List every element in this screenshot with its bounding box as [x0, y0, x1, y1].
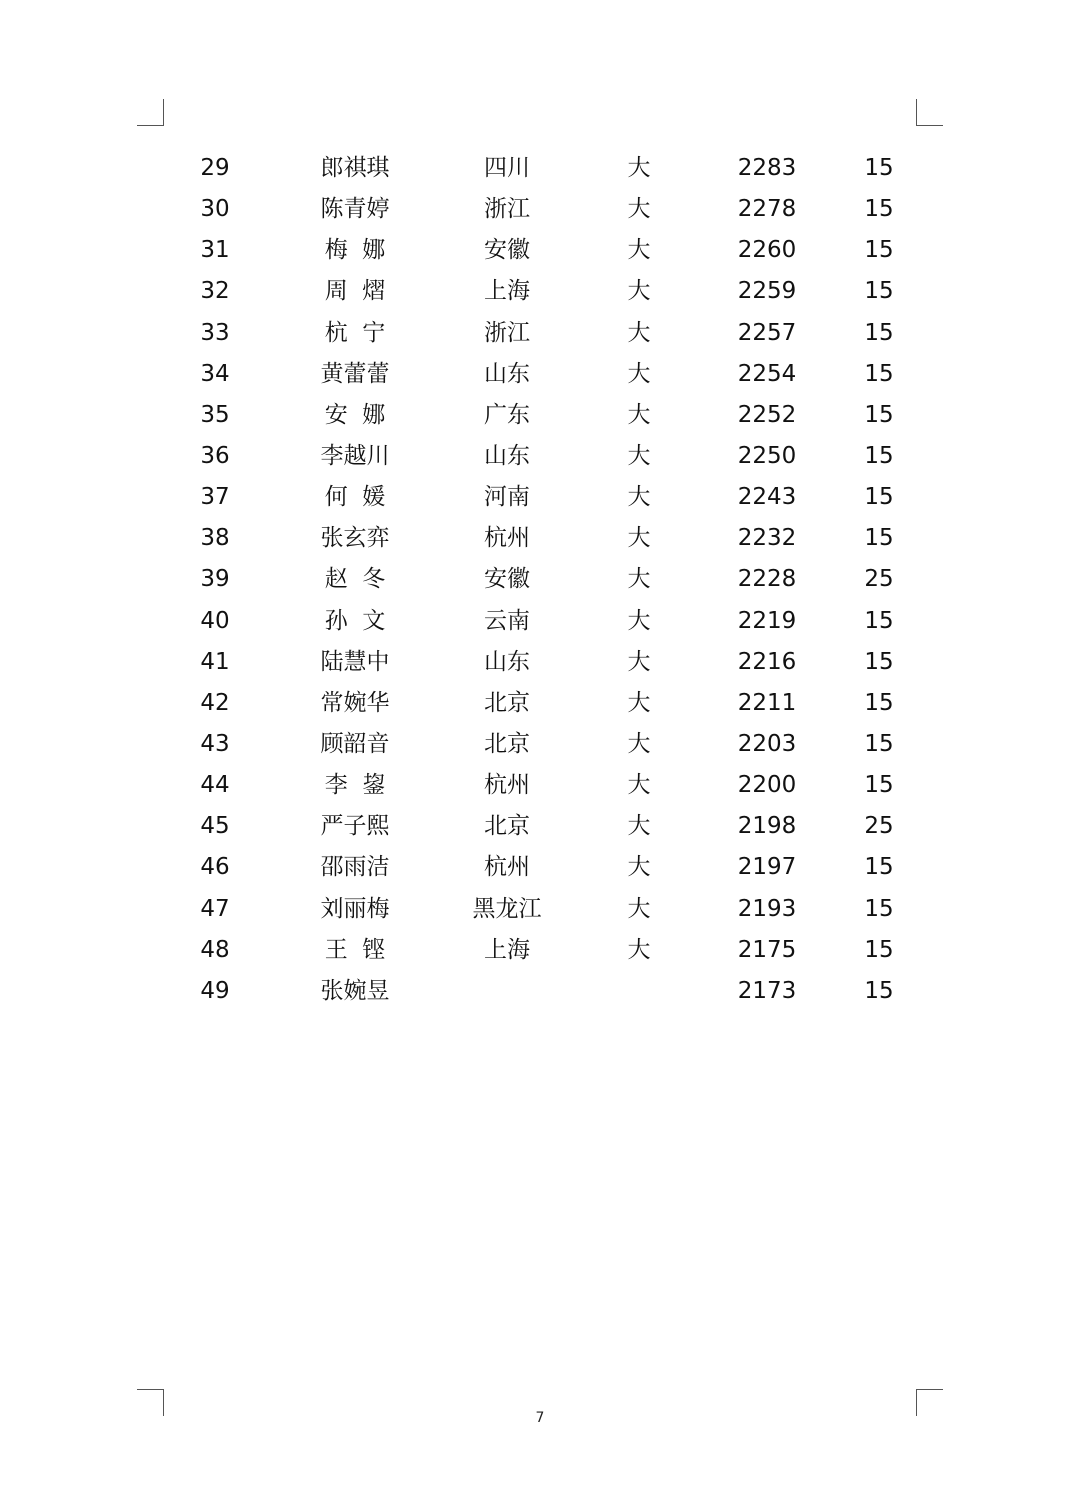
- group-cell: 大: [627, 319, 651, 346]
- name-cell: 李 鋆: [324, 772, 386, 799]
- group-cell: 大: [627, 278, 651, 305]
- group-cell: 大: [627, 936, 651, 963]
- name-cell: 顾韶音: [320, 730, 390, 757]
- rank-cell: 41: [200, 648, 230, 675]
- rating-cell: 2198: [737, 813, 797, 840]
- province-cell: 北京: [484, 689, 530, 716]
- score-cell: 25: [864, 813, 894, 840]
- province-cell: 北京: [484, 730, 530, 757]
- score-cell: 15: [864, 278, 894, 305]
- table-row: [0, 971, 1080, 1012]
- name-cell: 邵雨洁: [320, 854, 390, 881]
- rank-cell: 36: [200, 442, 230, 469]
- rank-cell: 42: [200, 689, 230, 716]
- rank-cell: 38: [200, 525, 230, 552]
- score-cell: 15: [864, 196, 894, 223]
- group-cell: 大: [627, 401, 651, 428]
- table-row: [0, 642, 1080, 683]
- score-cell: 15: [864, 442, 894, 469]
- crop-mark-top-right: [916, 99, 943, 126]
- score-cell: 15: [864, 319, 894, 346]
- score-cell: 15: [864, 772, 894, 799]
- page-number: 7: [535, 1410, 545, 1426]
- name-cell: 孙 文: [324, 607, 386, 634]
- name-cell: 黄蕾蕾: [320, 360, 390, 387]
- score-cell: 15: [864, 607, 894, 634]
- rating-cell: 2250: [737, 442, 797, 469]
- rank-cell: 44: [200, 772, 230, 799]
- table-row: [0, 436, 1080, 477]
- rating-cell: 2257: [737, 319, 797, 346]
- table-row: [0, 313, 1080, 354]
- province-cell: 杭州: [484, 525, 530, 552]
- score-cell: 25: [864, 566, 894, 593]
- name-cell: 张玄弈: [320, 525, 390, 552]
- score-cell: 15: [864, 484, 894, 511]
- table-row: [0, 889, 1080, 930]
- table-row: [0, 683, 1080, 724]
- rank-cell: 48: [200, 936, 230, 963]
- rank-cell: 49: [200, 977, 230, 1004]
- province-cell: 浙江: [484, 196, 530, 223]
- rating-cell: 2243: [737, 484, 797, 511]
- rating-cell: 2283: [737, 155, 797, 181]
- rank-cell: 43: [200, 730, 230, 757]
- rating-cell: 2228: [737, 566, 797, 593]
- group-cell: [609, 971, 669, 1012]
- rating-cell: 2260: [737, 237, 797, 264]
- table-row: [0, 271, 1080, 312]
- score-cell: 15: [864, 936, 894, 963]
- rating-cell: 2193: [737, 895, 797, 922]
- rating-cell: 2197: [737, 854, 797, 881]
- province-cell: 杭州: [484, 854, 530, 881]
- name-cell: 陆慧中: [320, 648, 390, 675]
- rating-cell: 2252: [737, 401, 797, 428]
- score-cell: 15: [864, 525, 894, 552]
- score-cell: 15: [864, 854, 894, 881]
- score-cell: 15: [864, 155, 894, 181]
- group-cell: 大: [627, 566, 651, 593]
- rank-cell: 33: [200, 319, 230, 346]
- group-cell: 大: [627, 442, 651, 469]
- name-cell: 安 娜: [324, 401, 386, 428]
- group-cell: 大: [627, 895, 651, 922]
- province-cell: 广东: [484, 401, 530, 428]
- rank-cell: 34: [200, 360, 230, 387]
- group-cell: 大: [627, 772, 651, 799]
- province-cell: [447, 971, 567, 1012]
- rank-cell: 32: [200, 278, 230, 305]
- rating-cell: 2173: [737, 977, 797, 1004]
- name-cell: 严子熙: [320, 813, 390, 840]
- rank-cell: 35: [200, 401, 230, 428]
- name-cell: 杭 宁: [324, 319, 386, 346]
- group-cell: 大: [627, 484, 651, 511]
- group-cell: 大: [627, 689, 651, 716]
- province-cell: 山东: [484, 442, 530, 469]
- crop-mark-bottom-left: [137, 1389, 164, 1416]
- group-cell: 大: [627, 813, 651, 840]
- province-cell: 安徽: [484, 566, 530, 593]
- rank-cell: 30: [200, 196, 230, 223]
- score-cell: 15: [864, 730, 894, 757]
- score-cell: 15: [864, 237, 894, 264]
- score-cell: 15: [864, 689, 894, 716]
- crop-mark-bottom-right: [916, 1389, 943, 1416]
- group-cell: 大: [627, 196, 651, 223]
- table-row: [0, 601, 1080, 642]
- score-cell: 15: [864, 977, 894, 1004]
- crop-mark-top-left: [137, 99, 164, 126]
- province-cell: 上海: [484, 278, 530, 305]
- group-cell: 大: [627, 648, 651, 675]
- rating-cell: 2211: [737, 689, 797, 716]
- name-cell: 赵 冬: [324, 566, 386, 593]
- rating-cell: 2216: [737, 648, 797, 675]
- group-cell: 大: [627, 854, 651, 881]
- province-cell: 浙江: [484, 319, 530, 346]
- table-row: [0, 930, 1080, 971]
- rank-cell: 47: [200, 895, 230, 922]
- table-row: [0, 189, 1080, 230]
- province-cell: 安徽: [484, 237, 530, 264]
- group-cell: 大: [627, 155, 651, 181]
- rank-cell: 40: [200, 607, 230, 634]
- group-cell: 大: [627, 237, 651, 264]
- group-cell: 大: [627, 730, 651, 757]
- table-row: [0, 148, 1080, 189]
- province-cell: 云南: [484, 607, 530, 634]
- table-row: [0, 847, 1080, 888]
- name-cell: 何 媛: [324, 484, 386, 511]
- table-row: [0, 395, 1080, 436]
- rating-cell: 2219: [737, 607, 797, 634]
- rating-cell: 2200: [737, 772, 797, 799]
- province-cell: 北京: [484, 813, 530, 840]
- rank-cell: 29: [200, 155, 230, 181]
- rank-cell: 45: [200, 813, 230, 840]
- table-row: [0, 518, 1080, 559]
- name-cell: 张婉昱: [320, 977, 390, 1004]
- rank-cell: 46: [200, 854, 230, 881]
- group-cell: 大: [627, 360, 651, 387]
- ranking-table: [0, 148, 1080, 1012]
- table-row: [0, 230, 1080, 271]
- rank-cell: 37: [200, 484, 230, 511]
- rank-cell: 31: [200, 237, 230, 264]
- group-cell: 大: [627, 607, 651, 634]
- name-cell: 刘丽梅: [320, 895, 390, 922]
- rating-cell: 2203: [737, 730, 797, 757]
- table-row: [0, 559, 1080, 600]
- province-cell: 上海: [484, 936, 530, 963]
- score-cell: 15: [864, 895, 894, 922]
- score-cell: 15: [864, 648, 894, 675]
- rating-cell: 2254: [737, 360, 797, 387]
- province-cell: 山东: [484, 648, 530, 675]
- group-cell: 大: [627, 525, 651, 552]
- name-cell: 周 熠: [324, 278, 386, 305]
- rating-cell: 2259: [737, 278, 797, 305]
- province-cell: 河南: [484, 484, 530, 511]
- table-row: [0, 477, 1080, 518]
- table-row: [0, 724, 1080, 765]
- rating-cell: 2278: [737, 196, 797, 223]
- name-cell: 常婉华: [320, 689, 390, 716]
- name-cell: 王 铿: [324, 936, 386, 963]
- score-cell: 15: [864, 401, 894, 428]
- rank-cell: 39: [200, 566, 230, 593]
- table-row: [0, 806, 1080, 847]
- name-cell: 郎祺琪: [320, 155, 390, 181]
- rating-cell: 2175: [737, 936, 797, 963]
- name-cell: 陈青婷: [320, 196, 390, 223]
- province-cell: 四川: [484, 155, 530, 181]
- table-row: [0, 354, 1080, 395]
- rating-cell: 2232: [737, 525, 797, 552]
- score-cell: 15: [864, 360, 894, 387]
- name-cell: 李越川: [320, 442, 390, 469]
- province-cell: 黑龙江: [472, 895, 542, 922]
- province-cell: 杭州: [484, 772, 530, 799]
- table-row: [0, 765, 1080, 806]
- province-cell: 山东: [484, 360, 530, 387]
- name-cell: 梅 娜: [324, 237, 386, 264]
